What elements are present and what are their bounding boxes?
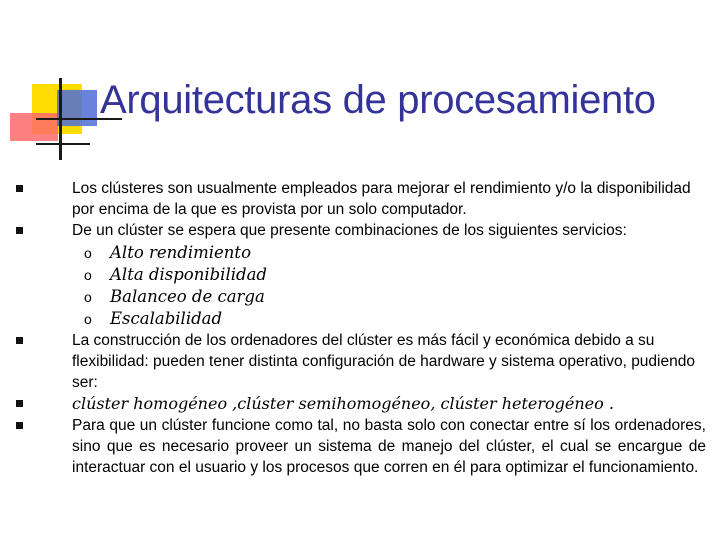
circle-bullet-icon: o (84, 267, 92, 283)
service-item (16, 308, 706, 330)
horizontal-line-short (36, 143, 90, 145)
square-bullet-icon (16, 178, 72, 220)
bullet-text: clúster homogéneo ,clúster semihomogéneo, clúster heterogéneo . (72, 394, 614, 413)
circle-bullet-icon: o (84, 289, 92, 305)
service-text: Alto rendimiento (110, 243, 251, 262)
bullet-text: Los clústeres son usualmente empleados para mejorar el rendimiento y/o la disponibilidad por encima de la que es provista por un solo computador. (72, 180, 691, 218)
bullet-item (16, 415, 706, 478)
square-bullet-icon (16, 220, 72, 242)
bullet-item (16, 178, 706, 220)
bullet-text: La construcción de los ordenadores del clúster es más fácil y económica debido a su flexibilidad: pueden tener distinta configuración de hardware y sistema operativo, pudiendo ser: (72, 332, 695, 391)
square-bullet-icon (16, 330, 72, 393)
bullet-text: Para que un clúster funcione como tal, no basta solo con conectar entre sí los ordenadores, sino que es necesario proveer un sistema de manejo del clúster, el cual se encargue de interactuar con el usuario y los procesos que corren en él para optimizar el funcionamiento. (72, 417, 706, 476)
bullet-item (16, 330, 706, 393)
slide-title: Arquitecturas de procesamiento (100, 78, 656, 122)
circle-bullet-icon: o (84, 245, 92, 261)
service-text: Alta disponibilidad (110, 265, 267, 284)
service-item (16, 242, 706, 264)
bullet-item (16, 220, 706, 242)
service-item (16, 264, 706, 286)
service-text: Balanceo de carga (110, 287, 265, 306)
blue-square (57, 90, 97, 126)
service-item (16, 286, 706, 308)
bullet-item (16, 393, 706, 415)
square-bullet-icon (16, 393, 72, 415)
circle-bullet-icon: o (84, 311, 92, 327)
square-bullet-icon (16, 415, 72, 478)
slide-body (16, 178, 706, 478)
bullet-text: De un clúster se espera que presente combinaciones de los siguientes servicios: (72, 222, 627, 239)
service-text: Escalabilidad (110, 309, 223, 328)
slide-logo-decoration (0, 0, 110, 170)
